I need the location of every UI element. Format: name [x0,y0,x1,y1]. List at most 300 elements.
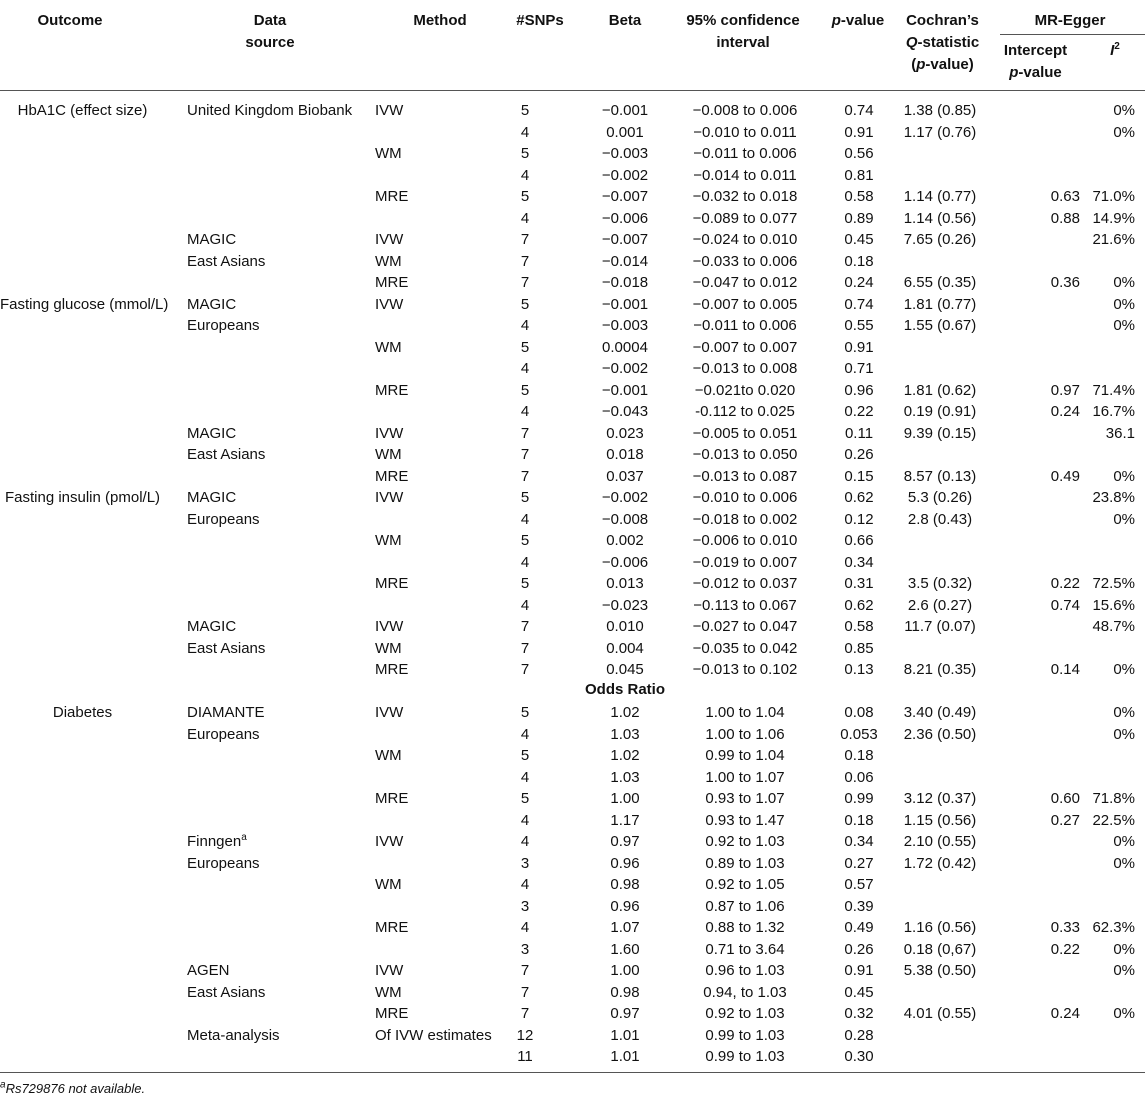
cell-method: MRE [375,467,409,485]
header-ci [678,10,808,54]
cell-snps: 5 [520,295,530,313]
cell-method: MRE [375,575,409,592]
cell-p: 0.11 [844,424,874,442]
cell-beta: 1.00 [610,962,640,979]
cell-q: 1.55 (0.67) [903,317,977,334]
header-method: Method [413,12,467,29]
cell-beta: −0.023 [601,596,649,614]
header-outcome: Outcome [37,12,103,29]
header-p-value: p-value [831,12,885,29]
cell-q: 3.5 (0.32) [907,575,973,592]
cell-int: 0.60 [1050,790,1080,807]
cell-ci: 0.92 to 1.03 [705,833,785,850]
cell-p: 0.18 [844,811,874,829]
cell-ci: 0.87 to 1.06 [705,897,785,915]
cell-ci: −0.013 to 0.102 [692,661,798,678]
cell-method: MRE [375,919,409,936]
cell-method: MRE [375,661,409,678]
cell-i2: 16.7% [1092,403,1135,420]
cell-p: 0.13 [844,661,874,678]
cell-beta: −0.002 [601,166,649,184]
cell-int: 0.63 [1050,188,1080,205]
cell-method: IVW [375,102,404,119]
cell-int: 0.97 [1050,381,1080,399]
cell-p: 0.89 [844,209,874,227]
table-bottom-rule [0,1072,1145,1073]
cell-snps: 4 [520,725,530,743]
cell-q: 0.19 (0.91) [903,403,977,420]
cell-q: 2.8 (0.43) [907,510,973,528]
header-data-source-line2: source [245,34,295,51]
cell-snps: 7 [520,274,530,291]
cell-q: 1.14 (0.56) [903,209,977,227]
cell-method: IVW [375,962,404,979]
cell-p: 0.24 [844,274,874,291]
cell-q: 6.55 (0.35) [903,274,977,291]
cell-p: 0.31 [844,575,874,592]
cell-source: East Asians [187,983,266,1001]
cell-p: 0.57 [844,876,874,893]
cell-i2: 0% [1113,833,1135,850]
cell-method: MRE [375,1005,409,1022]
cell-p: 0.91 [844,338,874,356]
header-data-source [220,10,320,54]
cell-ci: 0.71 to 3.64 [705,940,785,958]
cell-beta: −0.001 [601,381,649,399]
cell-beta: 0.037 [606,467,644,485]
cell-snps: 4 [520,166,530,184]
cell-int: 0.36 [1050,274,1080,291]
cell-i2: 0% [1113,661,1135,678]
cell-i2: 0% [1113,940,1135,958]
cell-p: 0.15 [844,467,874,485]
cell-ci: −0.019 to 0.007 [692,553,798,571]
cell-beta: −0.002 [601,489,649,506]
cell-ci: −0.047 to 0.012 [692,274,798,291]
cell-i2: 0% [1113,317,1135,334]
cell-p: 0.62 [844,489,874,506]
cell-method: WM [375,446,402,463]
cell-i2: 0% [1113,274,1135,291]
cell-int: 0.24 [1050,403,1080,420]
cell-snps: 4 [520,123,530,141]
cell-snps: 5 [520,532,530,549]
cell-beta: 0.97 [610,833,640,850]
cell-i2: 72.5% [1092,575,1135,592]
cell-ci: −0.013 to 0.087 [692,467,798,485]
cell-ci: 0.99 to 1.03 [705,1026,785,1044]
cell-ci: −0.089 to 0.077 [692,209,798,227]
cell-snps: 5 [520,747,530,764]
cell-snps: 4 [520,317,530,334]
cell-outcome: Fasting insulin (pmol/L) [4,489,161,506]
cell-int: 0.33 [1050,919,1080,936]
cell-snps: 7 [520,661,530,678]
cell-q: 0.18 (0,67) [903,940,977,958]
cell-p: 0.58 [844,618,874,635]
odds-ratio-label: Odds Ratio [584,681,665,698]
header-cochran: Cochran’s Q-statistic (p-value) [905,12,980,73]
cell-source: Finngen$^a$ [187,832,247,850]
cell-method: WM [375,639,402,657]
cell-snps: 4 [520,596,530,614]
cell-p: 0.74 [844,102,874,119]
cell-method: IVW [375,704,404,721]
cell-source: AGEN [187,962,230,979]
cell-method: IVW [375,424,404,442]
cell-snps: 5 [520,145,530,162]
cell-i2: 21.6% [1092,231,1135,248]
cell-p: 0.18 [844,747,874,764]
cell-snps: 5 [520,575,530,592]
header-mr-egger: MR-Egger [1034,12,1106,29]
cell-int: 0.27 [1050,811,1080,829]
cell-beta: −0.001 [601,295,649,313]
cell-p: 0.12 [844,510,874,528]
cell-p: 0.96 [844,381,874,399]
cell-snps: 7 [520,618,530,635]
cell-p: 0.91 [844,123,874,141]
cell-snps: 7 [520,962,530,979]
cell-i2: 0% [1113,962,1135,979]
cell-q: 1.16 (0.56) [903,919,977,936]
cell-source: Meta-analysis [187,1026,280,1044]
cell-beta: 1.02 [610,704,640,721]
cell-i2: 0% [1113,102,1135,119]
cell-p: 0.34 [844,553,874,571]
cell-q: 1.72 (0.42) [903,854,977,872]
cell-ci: 0.96 to 1.03 [705,962,785,979]
cell-beta: −0.007 [601,188,649,205]
cell-source: MAGIC [187,295,237,313]
cell-i2: 0% [1113,123,1135,141]
cell-ci: −0.033 to 0.006 [692,252,798,270]
cell-ci: −0.013 to 0.008 [692,360,798,377]
cell-p: 0.30 [844,1048,874,1065]
cell-p: 0.053 [840,725,878,743]
cell-source: MAGIC [187,489,237,506]
cell-p: 0.58 [844,188,874,205]
cell-i2: 71.4% [1092,381,1135,399]
cell-beta: 0.001 [606,123,644,141]
cell-source: Europeans [187,854,260,872]
cell-i2: 23.8% [1092,489,1135,506]
cell-beta: 1.03 [610,768,640,786]
cell-q: 7.65 (0.26) [903,231,977,248]
cell-snps: 5 [520,790,530,807]
footnote: $^a$Rs729876 not available. [0,1079,146,1096]
cell-ci: −0.008 to 0.006 [692,102,798,119]
cell-p: 0.81 [844,166,874,184]
cell-beta: 0.023 [606,424,644,442]
cell-beta: 1.01 [610,1048,640,1065]
cell-ci: −0.035 to 0.042 [692,639,798,657]
cell-ci: 0.93 to 1.07 [705,790,785,807]
cell-q: 5.3 (0.26) [907,489,973,506]
cell-snps: 4 [520,510,530,528]
cell-p: 0.71 [844,360,874,377]
cell-snps: 4 [520,811,530,829]
cell-p: 0.26 [844,446,874,463]
cell-p: 0.56 [844,145,874,162]
cell-p: 0.45 [844,983,874,1001]
cell-q: 5.38 (0.50) [903,962,977,979]
cell-snps: 12 [516,1026,534,1044]
cell-ci: −0.021to 0.020 [694,381,796,399]
cell-beta: −0.007 [601,231,649,248]
cell-beta: 0.010 [606,618,644,635]
cell-p: 0.74 [844,295,874,313]
cell-i2: 0% [1113,854,1135,872]
cell-q: 2.10 (0.55) [903,833,977,850]
cell-ci: −0.011 to 0.006 [693,317,797,334]
cell-p: 0.85 [844,639,874,657]
cell-snps: 4 [520,403,530,420]
cell-beta: 0.98 [610,983,640,1001]
cell-method: WM [375,532,402,549]
cell-ci: −0.027 to 0.047 [692,618,798,635]
cell-ci: 0.92 to 1.03 [705,1005,785,1022]
cell-p: 0.34 [844,833,874,850]
cell-p: 0.99 [844,790,874,807]
cell-method: IVW [375,231,404,248]
cell-ci: −0.024 to 0.010 [692,231,798,248]
cell-outcome: HbA1C (effect size) [17,102,148,119]
cell-q: 3.40 (0.49) [903,704,977,721]
cell-q: 11.7 (0.07) [904,618,976,635]
cell-snps: 7 [520,252,530,270]
header-intercept: Intercept p-value [1003,42,1068,81]
cell-method: MRE [375,381,409,399]
cell-int: 0.22 [1050,940,1080,958]
cell-source: Europeans [187,725,260,743]
header-ci-line2: interval [716,34,770,51]
cell-method: WM [375,747,402,764]
cell-snps: 4 [520,833,530,850]
cell-method: WM [375,983,402,1001]
cell-ci: −0.007 to 0.005 [692,295,798,313]
cell-method: MRE [375,188,409,205]
cell-ci: -0.112 to 0.025 [695,403,795,420]
cell-ci: −0.018 to 0.002 [692,510,798,528]
cell-beta: 0.018 [606,446,644,463]
cell-i2: 36.1 [1105,424,1135,442]
cell-q: 2.36 (0.50) [903,725,977,743]
cell-p: 0.28 [844,1026,874,1044]
cell-q: 9.39 (0.15) [903,424,977,442]
cell-beta: 0.0004 [602,338,648,356]
cell-snps: 7 [520,446,530,463]
cell-snps: 5 [520,489,530,506]
cell-i2: 62.3% [1092,919,1135,936]
cell-snps: 3 [520,854,530,872]
cell-beta: −0.001 [601,102,649,119]
cell-ci: −0.006 to 0.010 [692,532,798,549]
cell-snps: 7 [520,639,530,657]
cell-beta: −0.003 [601,145,649,162]
cell-int: 0.24 [1050,1005,1080,1022]
header-data-source-line1: Data [253,12,287,29]
cell-outcome: Fasting glucose (mmol/L) [0,295,169,313]
cell-source: MAGIC [187,618,237,635]
cell-source: United Kingdom Biobank [187,102,353,119]
cell-beta: 1.17 [610,811,640,829]
cell-beta: −0.018 [601,274,649,291]
cell-beta: 0.96 [610,897,640,915]
cell-source: MAGIC [187,231,237,248]
cell-beta: 1.01 [610,1026,640,1044]
cell-i2: 14.9% [1092,209,1135,227]
cell-i2: 0% [1113,467,1135,485]
cell-snps: 7 [520,983,530,1001]
cell-p: 0.08 [844,704,874,721]
cell-p: 0.06 [844,768,874,786]
cell-method: IVW [375,833,404,850]
cell-beta: 1.03 [610,725,640,743]
cell-snps: 7 [520,467,530,485]
cell-p: 0.18 [844,252,874,270]
cell-p: 0.45 [844,231,874,248]
cell-ci: 0.99 to 1.03 [705,1048,785,1065]
cell-ci: −0.113 to 0.067 [693,596,797,614]
cell-q: 1.81 (0.77) [903,295,977,313]
cell-snps: 3 [520,940,530,958]
header-bottom-rule [0,90,1145,91]
cell-source: East Asians [187,252,266,270]
cell-p: 0.55 [844,317,874,334]
cell-beta: 0.013 [606,575,644,592]
cell-source: East Asians [187,446,266,463]
cell-ci: 0.89 to 1.03 [705,854,785,872]
cell-beta: −0.003 [601,317,649,334]
cell-p: 0.62 [844,596,874,614]
cell-snps: 5 [520,381,530,399]
cell-i2: 48.7% [1092,618,1135,635]
cell-q: 4.01 (0.55) [903,1005,977,1022]
cell-q: 1.38 (0.85) [903,102,977,119]
cell-p: 0.39 [844,897,874,915]
cell-p: 0.32 [844,1005,874,1022]
cell-beta: 0.004 [606,639,644,657]
cell-ci: −0.012 to 0.037 [692,575,798,592]
cell-source: Europeans [187,317,260,334]
cell-snps: 7 [520,424,530,442]
cell-beta: −0.043 [601,403,649,420]
cell-snps: 5 [520,338,530,356]
cell-q: 1.15 (0.56) [903,811,977,829]
cell-method: IVW [375,618,404,635]
cell-snps: 5 [520,704,530,721]
cell-source: East Asians [187,639,266,657]
cell-beta: −0.006 [601,553,649,571]
header-snps: #SNPs [516,12,564,29]
cell-int: 0.49 [1050,467,1080,485]
cell-q: 8.57 (0.13) [903,467,977,485]
cell-ci: 1.00 to 1.06 [705,725,785,743]
cell-i2: 22.5% [1092,811,1135,829]
cell-ci: −0.013 to 0.050 [692,446,798,463]
cell-snps: 4 [520,768,530,786]
cell-method: WM [375,876,402,893]
cell-ci: 0.88 to 1.32 [705,919,785,936]
cell-ci: 1.00 to 1.04 [705,704,785,721]
cell-snps: 11 [517,1048,533,1065]
cell-snps: 3 [520,897,530,915]
cell-p: 0.49 [844,919,874,936]
cell-ci: −0.014 to 0.011 [693,166,797,184]
cell-int: 0.22 [1050,575,1080,592]
cell-method: MRE [375,790,409,807]
cell-ci: 0.92 to 1.05 [705,876,785,893]
cell-beta: 0.97 [610,1005,640,1022]
cell-snps: 7 [520,231,530,248]
mr-egger-underline [1000,34,1145,35]
cell-snps: 4 [520,919,530,936]
cell-ci: −0.010 to 0.011 [693,123,797,141]
cell-p: 0.26 [844,940,874,958]
cell-snps: 4 [520,209,530,227]
cell-source: DIAMANTE [187,704,265,721]
cell-beta: 0.002 [606,532,644,549]
cell-i2: 71.8% [1092,790,1135,807]
cell-q: 8.21 (0.35) [903,661,977,678]
cell-q: 3.12 (0.37) [903,790,977,807]
cell-i2: 0% [1113,1005,1135,1022]
cell-i2: 15.6% [1092,596,1135,614]
cell-method: WM [375,145,402,162]
cell-beta: 0.96 [610,854,640,872]
cell-p: 0.27 [844,854,874,872]
cell-i2: 71.0% [1092,188,1135,205]
cell-method: MRE [375,274,409,291]
cell-ci: −0.011 to 0.006 [693,145,797,162]
cell-beta: 1.00 [610,790,640,807]
cell-q: 1.81 (0.62) [903,381,977,399]
cell-beta: −0.006 [601,209,649,227]
cell-beta: −0.014 [601,252,649,270]
cell-p: 0.66 [844,532,874,549]
cell-beta: 1.60 [610,940,640,958]
cell-q: 2.6 (0.27) [907,596,973,614]
cell-method: IVW [375,489,404,506]
cell-int: 0.88 [1050,209,1080,227]
cell-q: 1.17 (0.76) [903,123,977,141]
cell-method: WM [375,252,402,270]
cell-snps: 7 [520,1005,530,1022]
cell-snps: 4 [520,360,530,377]
cell-beta: 0.045 [606,661,644,678]
cell-source: MAGIC [187,424,237,442]
cell-snps: 4 [520,876,530,893]
cell-snps: 4 [520,553,530,571]
cell-method: Of IVW estimates [375,1026,492,1044]
cell-snps: 5 [520,188,530,205]
cell-q: 1.14 (0.77) [903,188,977,205]
cell-int: 0.14 [1050,661,1080,678]
cell-snps: 5 [520,102,530,119]
header-i2: $I^2$ [1110,41,1120,59]
cell-source: Europeans [187,510,260,528]
cell-p: 0.91 [844,962,874,979]
cell-ci: −0.032 to 0.018 [692,188,798,205]
cell-ci: −0.005 to 0.051 [692,424,798,442]
header-beta: Beta [608,12,642,29]
cell-ci: −0.007 to 0.007 [692,338,798,356]
cell-int: 0.74 [1050,596,1080,614]
cell-ci: 1.00 to 1.07 [705,768,785,786]
cell-beta: 1.07 [610,919,640,936]
cell-beta: −0.008 [601,510,649,528]
